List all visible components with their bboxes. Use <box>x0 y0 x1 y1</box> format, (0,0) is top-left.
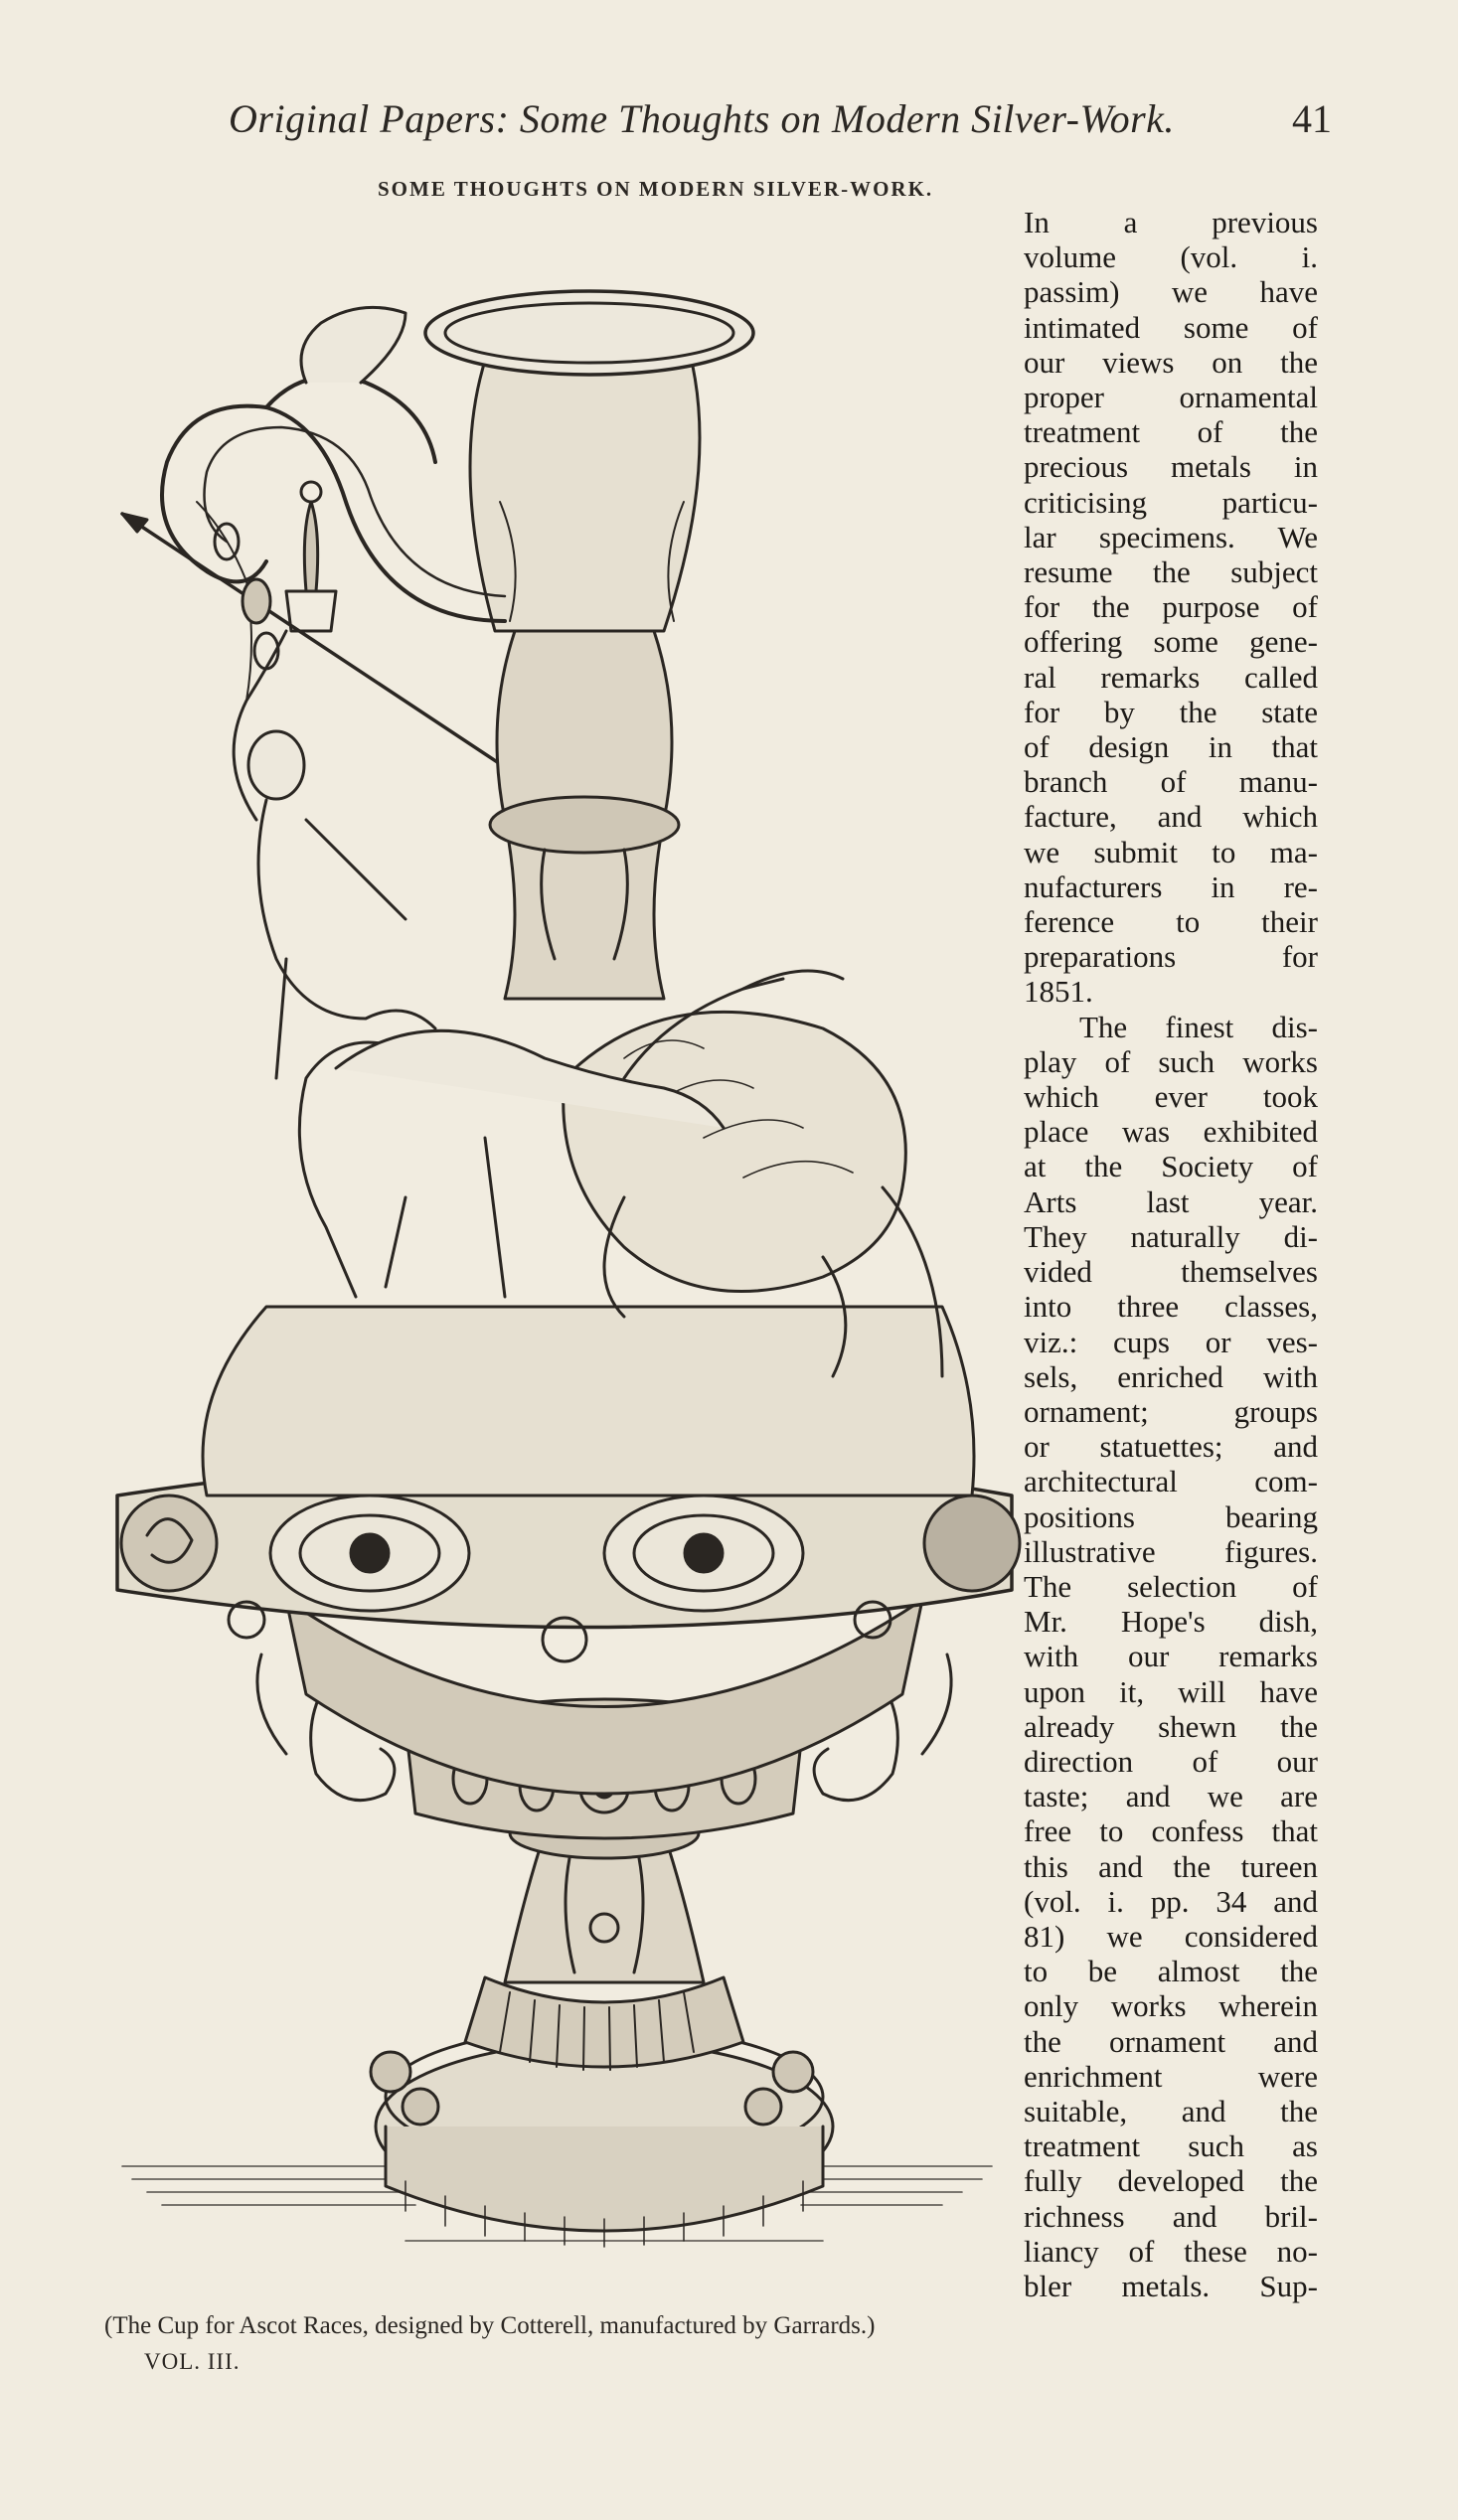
text-line: preparations for <box>1024 939 1318 975</box>
page-number: 41 <box>1292 96 1332 141</box>
text-line: branch of manu- <box>1024 764 1318 800</box>
text-line: Arts last year. <box>1024 1183 1318 1219</box>
text-line: proper ornamental <box>1024 380 1318 415</box>
text-line: with our remarks <box>1024 1639 1318 1674</box>
text-line: lar specimens. We <box>1024 519 1318 554</box>
illustration-caption: (The Cup for Ascot Races, designed by Cotterell, manufactured by Garrards.) <box>104 2312 876 2339</box>
page-header <box>229 95 1332 155</box>
text-line: suitable, and the <box>1024 2093 1318 2128</box>
text-line: we submit to ma- <box>1024 834 1318 869</box>
text-line: our views on the <box>1024 344 1318 380</box>
signature-mark: VOL. III. <box>144 2349 241 2374</box>
text-line: to be almost the <box>1024 1954 1318 1989</box>
text-line: criticising particu- <box>1024 484 1318 520</box>
text-line: volume (vol. i. <box>1024 239 1318 275</box>
article-body <box>1024 205 1318 2303</box>
text-line: upon it, will have <box>1024 1673 1318 1709</box>
text-line: this and the tureen <box>1024 1848 1318 1884</box>
text-line: facture, and which <box>1024 799 1318 835</box>
text-line: richness and bril- <box>1024 2198 1318 2234</box>
text-line: In a previous <box>1024 205 1318 239</box>
text-line: play of such works <box>1024 1043 1318 1079</box>
text-line: Mr. Hope's dish, <box>1024 1604 1318 1640</box>
text-line: free to confess that <box>1024 1813 1318 1849</box>
running-title: Original Papers: Some Thoughts on Modern Silver-Work. <box>229 96 1175 141</box>
text-line: place was exhibited <box>1024 1114 1318 1150</box>
text-line: treatment such as <box>1024 2128 1318 2164</box>
text-line: treatment of the <box>1024 414 1318 450</box>
text-line: taste; and we are <box>1024 1779 1318 1814</box>
text-line: intimated some of <box>1024 309 1318 345</box>
text-line: architectural com- <box>1024 1464 1318 1499</box>
text-line: ral remarks called <box>1024 659 1318 695</box>
text-line: liancy of these no- <box>1024 2233 1318 2269</box>
text-line: illustrative figures. <box>1024 1533 1318 1569</box>
text-line: positions bearing <box>1024 1498 1318 1534</box>
text-line: for by the state <box>1024 694 1318 729</box>
text-line: fully developed the <box>1024 2163 1318 2199</box>
text-line: only works wherein <box>1024 1988 1318 2024</box>
text-line: or statuettes; and <box>1024 1429 1318 1465</box>
text-line: (vol. i. pp. 34 and <box>1024 1883 1318 1919</box>
text-line: ference to their <box>1024 904 1318 940</box>
text-line: The finest dis- <box>1079 1009 1318 1044</box>
text-line: sels, enriched with <box>1024 1358 1318 1394</box>
text-line: into three classes, <box>1024 1289 1318 1325</box>
text-line: the ornament and <box>1024 2023 1318 2059</box>
text-line: They naturally di- <box>1024 1218 1318 1254</box>
text-line: The selection of <box>1024 1568 1318 1604</box>
section-heading: SOME THOUGHTS ON MODERN SILVER-WORK. <box>378 177 934 201</box>
text-line: for the purpose of <box>1024 589 1318 625</box>
text-line: nufacturers in re- <box>1024 868 1318 904</box>
text-line: 1851. <box>1024 974 1093 1010</box>
text-line: resume the subject <box>1024 554 1318 590</box>
text-line: 81) we considered <box>1024 1918 1318 1954</box>
text-line: passim) we have <box>1024 274 1318 310</box>
text-line: bler metals. Sup- <box>1024 2268 1318 2303</box>
text-line: vided themselves <box>1024 1254 1318 1290</box>
text-line: ornament; groups <box>1024 1393 1318 1429</box>
text-line: offering some gene- <box>1024 624 1318 660</box>
text-line: viz.: cups or ves- <box>1024 1324 1318 1359</box>
text-line: already shewn the <box>1024 1708 1318 1744</box>
text-line: which ever took <box>1024 1079 1318 1115</box>
text-line: direction of our <box>1024 1743 1318 1779</box>
ascot-cup-engraving <box>107 204 1022 2315</box>
text-line: precious metals in <box>1024 449 1318 485</box>
text-line: enrichment were <box>1024 2058 1318 2094</box>
text-line: of design in that <box>1024 729 1318 765</box>
text-line: at the Society of <box>1024 1149 1318 1184</box>
